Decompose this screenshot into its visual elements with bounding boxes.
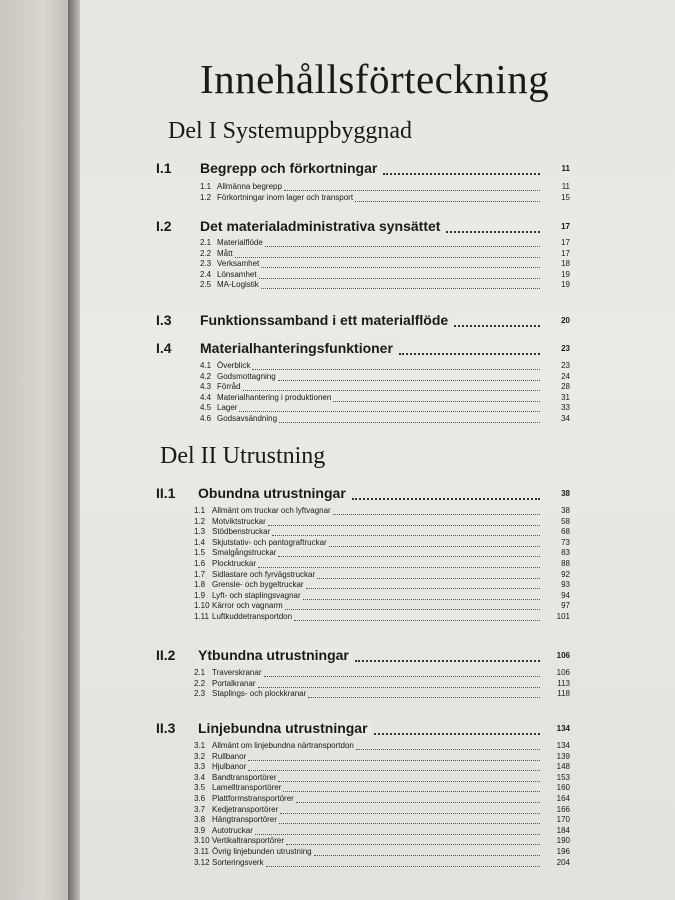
section-title: Allmänna begrepp — [217, 182, 282, 191]
section-title: Staplings- och plockkranar — [212, 689, 307, 699]
page-number: 17 — [561, 248, 570, 258]
section-number: 2.4 — [200, 269, 212, 279]
section-number: 3.9 — [194, 825, 206, 835]
section-title: Lamelltransportörer — [212, 783, 282, 793]
section-row — [80, 678, 570, 689]
page-number: 190 — [556, 836, 570, 846]
section-number: 4.4 — [200, 392, 212, 402]
chapter-title: Ytbundna utrustningar — [198, 647, 353, 663]
section-row — [80, 248, 570, 259]
section-number: 4.5 — [200, 403, 212, 413]
section-title: Verksamhet — [217, 259, 260, 269]
page-number: 34 — [561, 414, 570, 423]
section-row — [80, 762, 570, 772]
section-row — [80, 382, 570, 392]
section-row — [80, 794, 570, 804]
part-heading: Del II Utrustning — [160, 443, 326, 469]
dot-leader — [399, 353, 540, 355]
page-number: 15 — [561, 192, 570, 202]
chapter-row — [80, 485, 570, 505]
dot-leader — [279, 422, 540, 423]
page-number: 113 — [557, 678, 570, 688]
section-number: 3.1 — [194, 741, 206, 750]
section-number: 1.5 — [194, 548, 206, 558]
section-title: Rullbanor — [212, 751, 247, 761]
page-number: 17 — [561, 238, 570, 247]
section-number: 2.2 — [200, 248, 212, 258]
section-title: Plocktruckar — [212, 559, 257, 568]
dot-leader — [355, 660, 540, 662]
section-title: Grensle- och bygeltruckar — [212, 580, 304, 590]
dot-leader — [266, 866, 540, 867]
page-number: 33 — [561, 403, 570, 413]
dot-leader — [239, 411, 540, 412]
section-title: Förkortningar inom lager och transport — [217, 192, 354, 202]
section-row — [80, 259, 570, 269]
dot-leader — [284, 190, 540, 191]
section-row — [80, 804, 570, 815]
dot-leader — [356, 749, 540, 750]
section-row — [80, 361, 570, 371]
section-number: 3.5 — [194, 783, 206, 793]
section-number: 1.8 — [194, 580, 206, 590]
section-number: 4.3 — [200, 382, 212, 392]
page-number: 134 — [556, 741, 570, 750]
dot-leader — [278, 781, 540, 782]
section-row — [80, 537, 570, 548]
section-row — [80, 192, 570, 203]
section-title: Förråd — [217, 382, 241, 392]
page-title: Innehållsförteckning — [200, 56, 550, 102]
chapter-number: II.2 — [156, 647, 176, 663]
page-number: 139 — [556, 751, 570, 761]
dot-leader — [261, 288, 540, 289]
section-number: 1.1 — [194, 506, 206, 515]
page-number: 106 — [556, 668, 570, 677]
chapter-number: I.3 — [156, 312, 172, 328]
section-row — [80, 269, 570, 280]
page-number: 153 — [556, 772, 570, 782]
section-row — [80, 741, 570, 751]
section-title: Överblick — [217, 361, 251, 370]
section-number: 1.2 — [200, 192, 212, 202]
toc-page — [80, 0, 675, 900]
dot-leader — [258, 567, 540, 568]
section-row — [80, 280, 570, 290]
page-number: 24 — [561, 371, 570, 381]
section-row — [80, 601, 570, 611]
dot-leader — [259, 278, 540, 279]
section-title: Materialflöde — [217, 238, 263, 247]
section-number: 1.2 — [194, 516, 206, 526]
dot-leader — [314, 855, 540, 856]
page-number: 134 — [556, 724, 570, 733]
section-row — [80, 371, 570, 382]
page-number: 164 — [556, 794, 570, 803]
chapter-number: II.3 — [156, 720, 176, 736]
page-number: 88 — [561, 559, 570, 568]
page-number: 204 — [556, 857, 570, 867]
section-title: Övrig linjebunden utrustning — [212, 847, 312, 856]
section-number: 4.1 — [200, 361, 212, 370]
page-number: 31 — [561, 392, 570, 402]
section-row — [80, 182, 570, 192]
page-number: 38 — [561, 506, 570, 515]
section-number: 1.9 — [194, 590, 206, 600]
page-number: 170 — [556, 815, 570, 825]
chapter-row — [80, 312, 570, 332]
chapter-row — [80, 340, 570, 360]
section-row — [80, 612, 570, 622]
section-title: Lönsamhet — [217, 269, 257, 279]
dot-leader — [454, 325, 540, 327]
chapter-row — [80, 160, 570, 180]
dot-leader — [306, 588, 540, 589]
chapter-number: I.1 — [156, 160, 172, 176]
section-row — [80, 847, 570, 857]
part-heading: Del I Systemuppbyggnad — [168, 118, 412, 144]
page-number: 68 — [561, 527, 570, 537]
section-number: 3.7 — [194, 804, 206, 814]
section-number: 1.1 — [200, 182, 212, 191]
dot-leader — [264, 676, 540, 677]
section-number: 3.12 — [194, 857, 210, 867]
section-row — [80, 516, 570, 527]
page-number: 92 — [561, 569, 570, 579]
section-title: Hängtransportörer — [212, 815, 277, 825]
section-title: Lyft- och staplingsvagnar — [212, 590, 301, 600]
dot-leader — [294, 620, 540, 621]
section-number: 3.3 — [194, 762, 206, 772]
page-number: 148 — [556, 762, 570, 772]
dot-leader — [296, 802, 540, 803]
chapter-title: Obundna utrustningar — [198, 485, 350, 501]
section-number: 2.5 — [200, 280, 212, 290]
section-number: 1.4 — [194, 537, 206, 547]
dot-leader — [280, 813, 540, 814]
section-number: 2.3 — [200, 259, 212, 269]
page-number: 101 — [556, 612, 570, 621]
page-number: 58 — [561, 516, 570, 526]
section-title: Portalkranar — [212, 678, 256, 688]
section-title: MA-Logistik — [217, 280, 259, 290]
section-row — [80, 815, 570, 825]
section-row — [80, 392, 570, 403]
section-title: Skjutstativ- och pantograftruckar — [212, 537, 327, 547]
section-row — [80, 506, 570, 516]
section-number: 3.6 — [194, 794, 206, 803]
dot-leader — [303, 599, 540, 600]
page-number: 118 — [557, 689, 570, 699]
section-row — [80, 414, 570, 424]
section-number: 4.6 — [200, 414, 212, 423]
section-title: Bandtransportörer — [212, 772, 277, 782]
page-number: 19 — [561, 280, 570, 290]
dot-leader — [279, 823, 540, 824]
dot-leader — [261, 267, 540, 268]
section-title: Smalgångstruckar — [212, 548, 277, 558]
dot-leader — [265, 246, 540, 247]
section-title: Vertikaltransportörer — [212, 836, 285, 846]
section-row — [80, 772, 570, 783]
page-number: 20 — [561, 316, 570, 325]
section-title: Materialhantering i produktionen — [217, 392, 332, 402]
chapter-title: Linjebundna utrustningar — [198, 720, 372, 736]
section-title: Motviktstruckar — [212, 516, 266, 526]
page-number: 160 — [556, 783, 570, 793]
section-title: Godsavsändning — [217, 414, 278, 423]
dot-leader — [286, 844, 540, 845]
page-number: 18 — [561, 259, 570, 269]
section-number: 1.7 — [194, 569, 206, 579]
dot-leader — [374, 733, 540, 735]
section-title: Sidlastare och fyrvägstruckar — [212, 569, 316, 579]
dot-leader — [252, 369, 540, 370]
section-title: Allmänt om linjebundna närtransportdon — [212, 741, 354, 750]
section-title: Allmänt om truckar och lyftvagnar — [212, 506, 331, 515]
dot-leader — [272, 535, 540, 536]
section-row — [80, 569, 570, 580]
section-title: Traverskranar — [212, 668, 262, 677]
page-number: 196 — [556, 847, 570, 856]
page-number: 28 — [561, 382, 570, 392]
section-title: Autotruckar — [212, 825, 253, 835]
section-row — [80, 238, 570, 248]
section-number: 1.3 — [194, 527, 206, 537]
dot-leader — [278, 556, 540, 557]
chapter-number: II.1 — [156, 485, 176, 501]
chapter-title: Materialhanteringsfunktioner — [200, 340, 397, 356]
page-number: 93 — [561, 580, 570, 590]
page-number: 83 — [561, 548, 570, 558]
page-number: 73 — [561, 537, 570, 547]
dot-leader — [243, 390, 540, 391]
page-number: 94 — [561, 590, 570, 600]
dot-leader — [352, 498, 540, 500]
section-number: 4.2 — [200, 371, 212, 381]
page-number: 166 — [556, 804, 570, 814]
section-number: 3.8 — [194, 815, 206, 825]
section-row — [80, 783, 570, 793]
section-number: 2.3 — [194, 689, 206, 699]
section-title: Stödbenstruckar — [212, 527, 271, 537]
chapter-row — [80, 647, 570, 667]
page-number: 184 — [556, 825, 570, 835]
section-number: 1.11 — [194, 612, 209, 621]
section-number: 1.10 — [194, 601, 210, 611]
dot-leader — [355, 201, 540, 202]
page-number: 17 — [561, 222, 570, 231]
dot-leader — [235, 257, 540, 258]
section-row — [80, 403, 570, 413]
section-number: 3.2 — [194, 751, 206, 761]
section-title: Hjulbanor — [212, 762, 247, 772]
section-title: Godsmottagning — [217, 371, 276, 381]
page-number: 11 — [561, 164, 570, 173]
chapter-row — [80, 720, 570, 740]
page-number: 19 — [561, 269, 570, 279]
section-title: Kärror och vagnarm — [212, 601, 283, 611]
section-number: 3.4 — [194, 772, 206, 782]
dot-leader — [333, 514, 540, 515]
section-title: Kedjetransportörer — [212, 804, 279, 814]
chapter-number: I.4 — [156, 340, 172, 356]
section-row — [80, 559, 570, 569]
dot-leader — [285, 609, 540, 610]
section-row — [80, 548, 570, 558]
section-number: 2.1 — [194, 668, 206, 677]
page-number: 11 — [561, 182, 570, 191]
dot-leader — [308, 697, 540, 698]
section-title: Lager — [217, 403, 238, 413]
dot-leader — [248, 770, 540, 771]
dot-leader — [383, 173, 540, 175]
section-row — [80, 857, 570, 868]
section-number: 1.6 — [194, 559, 206, 568]
section-row — [80, 580, 570, 590]
section-row — [80, 527, 570, 537]
chapter-title: Begrepp och förkortningar — [200, 160, 381, 176]
section-title: Plattformstransportörer — [212, 794, 294, 803]
section-row — [80, 836, 570, 846]
chapter-number: I.2 — [156, 218, 172, 234]
page-number: 23 — [561, 344, 570, 353]
section-number: 2.1 — [200, 238, 212, 247]
chapter-row — [80, 218, 570, 238]
dot-leader — [333, 401, 540, 402]
dot-leader — [446, 231, 540, 233]
section-number: 3.10 — [194, 836, 210, 846]
chapter-title: Det materialadministrativa synsättet — [200, 218, 444, 234]
section-row — [80, 590, 570, 601]
section-number: 3.11 — [194, 847, 209, 856]
chapter-title: Funktionssamband i ett materialflöde — [200, 312, 452, 328]
dot-leader — [278, 380, 540, 381]
page-number: 38 — [561, 489, 570, 498]
dot-leader — [329, 546, 540, 547]
dot-leader — [317, 578, 540, 579]
dot-leader — [255, 834, 540, 835]
section-row — [80, 825, 570, 836]
facing-page-edge — [0, 0, 72, 900]
section-row — [80, 751, 570, 762]
page-number: 106 — [556, 651, 570, 660]
dot-leader — [248, 760, 540, 761]
page-number: 97 — [561, 601, 570, 611]
section-title: Sorteringsverk — [212, 857, 264, 867]
page-number: 23 — [561, 361, 570, 370]
section-row — [80, 689, 570, 699]
section-title: Luftkuddetransportdon — [212, 612, 293, 621]
dot-leader — [283, 791, 540, 792]
section-title: Mått — [217, 248, 233, 258]
dot-leader — [268, 525, 540, 526]
section-row — [80, 668, 570, 678]
dot-leader — [258, 687, 540, 688]
section-number: 2.2 — [194, 678, 206, 688]
